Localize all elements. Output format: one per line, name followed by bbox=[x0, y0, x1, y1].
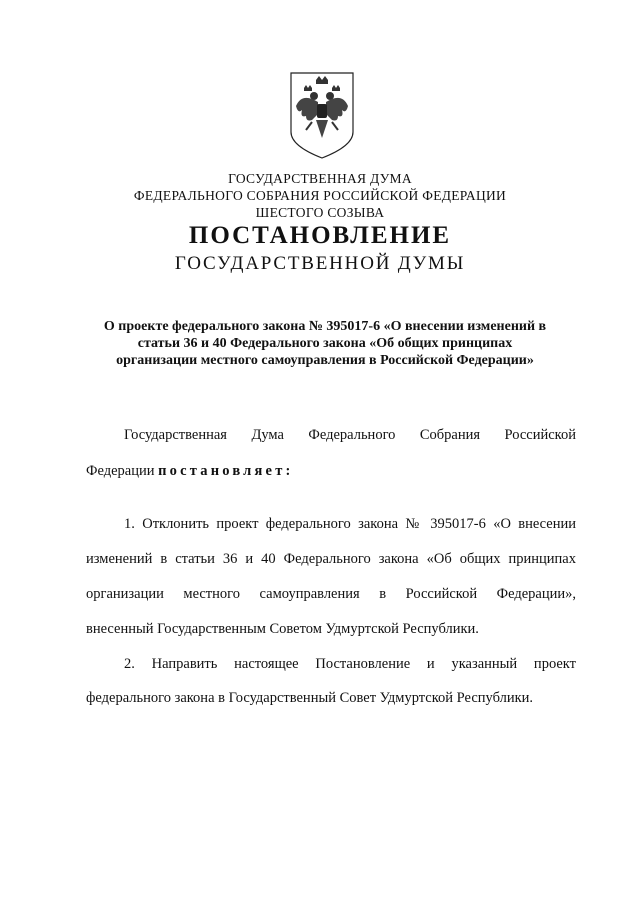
subject-line-3: организации местного самоуправления в Российской Федерации» bbox=[116, 353, 534, 368]
document-subtitle: ГОСУДАРСТВЕННОЙ ДУМЫ bbox=[174, 253, 466, 274]
item2-line-2: федерального закона в Государственный Совет Удмуртской Республики. bbox=[86, 690, 534, 706]
resolves-keyword: постановляет: bbox=[158, 463, 294, 479]
item1-line-4: внесенный Государственным Советом Удмуртской Республики. bbox=[86, 621, 479, 637]
item1-line-2: изменений в статьи 36 и 40 Федерального закона «Об общих принципах bbox=[86, 551, 576, 567]
document-subject bbox=[80, 318, 570, 369]
header-line-3: ШЕСТОГО СОЗЫВА bbox=[255, 205, 385, 220]
item1-line-1: 1. Отклонить проект федерального закона № 395017-6 «О внесении bbox=[124, 516, 576, 532]
item1-line-3: организации местного самоуправления в Российской Федерации», bbox=[86, 586, 576, 602]
item2-line-1: 2. Направить настоящее Постановление и указанный проект bbox=[124, 656, 576, 672]
header-line-1: ГОСУДАРСТВЕННАЯ ДУМА bbox=[228, 171, 412, 186]
russian-coat-of-arms-icon bbox=[288, 70, 356, 160]
subject-line-1: О проекте федерального закона № 395017-6 «О внесении изменений в bbox=[103, 319, 547, 334]
preamble-line-1: Государственная Дума Федерального Собрания Российской bbox=[124, 427, 576, 443]
preamble-prefix: Федерации bbox=[86, 463, 155, 479]
document-title: ПОСТАНОВЛЕНИЕ bbox=[188, 222, 452, 249]
preamble-line-2 bbox=[86, 463, 576, 480]
subject-line-2: статьи 36 и 40 Федерального закона «Об общих принципах bbox=[137, 336, 513, 351]
header-line-2: ФЕДЕРАЛЬНОГО СОБРАНИЯ РОССИЙСКОЙ ФЕДЕРАЦИИ bbox=[133, 188, 507, 203]
